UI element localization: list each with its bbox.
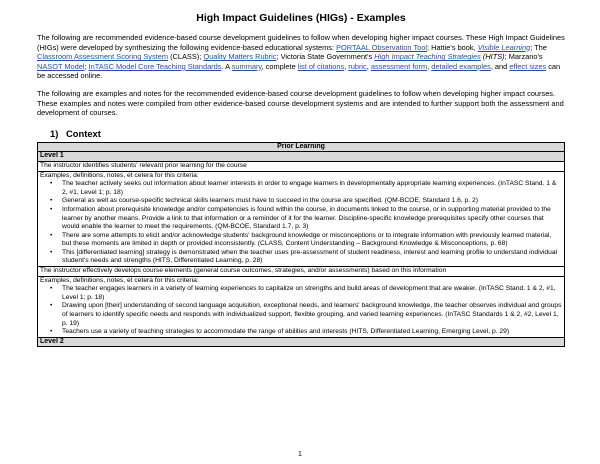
list-item-text: Teachers use a variety of teaching strategies to accommodate the range of abilities and interests (HITS, Differentiated Learning, Emerging Level, p. 29) xyxy=(62,328,510,336)
list-item-text: The teacher actively seeks out information about learner interests in order to engage learners in developmentally appropriate learning experiences. (InTASC Stand. 1 & 2, #1, Level 1; p. 18) xyxy=(62,180,557,196)
intro-text: , and xyxy=(490,61,510,71)
link-class-scoring-system[interactable]: Classroom Assessment Scoring System xyxy=(37,52,169,62)
section-number: 1) xyxy=(50,127,59,139)
intro-text: The following are recommended evidence-based course development guidelines to follow when developing higher impact courses. These High Impact Guidelines (HIGs) were developed by synthesizing the following evidence-based educational systems: xyxy=(37,33,565,52)
list-item-text: The teacher engages learners in a variety of learning experiences to capitalize on strengths and build areas of development that are weaker. (InTASC Stand. 1 & 2, #1, Level 1; p. 18) xyxy=(62,285,556,301)
table-row xyxy=(38,171,565,267)
intro-text: , xyxy=(427,61,432,71)
examples-label: Examples, definitions, notes, et cetera for this criteria: xyxy=(40,171,199,179)
examples-list xyxy=(40,180,562,266)
intro-text: , xyxy=(366,61,371,71)
second-paragraph: The following are examples and notes for the recommended evidence-based course development guidelines to follow when developing higher impact courses. These examples and notes were compiled from other evidence-based course development systems and are intended to further support both the assessment and development of courses. xyxy=(37,88,564,118)
bullet-icon: • xyxy=(50,205,53,213)
link-rubric[interactable]: rubric xyxy=(348,61,367,71)
table-row xyxy=(38,267,565,277)
bullet-icon: • xyxy=(50,285,53,293)
link-intasc-standards[interactable]: InTASC Model Core Teaching Standards xyxy=(88,61,222,71)
link-list-of-citations[interactable]: list of citations xyxy=(297,61,345,71)
list-item-text: There are some attempts to elicit and/or acknowledge students' background knowledge or misconceptions or to integrate information with previously learned material, but these moments are limited in depth or provided inconsistently. (CLASS, Content Understanding – Background Knowledge & Misconceptions, p. 68) xyxy=(62,231,552,248)
intro-paragraph xyxy=(37,33,565,81)
bullet-icon: • xyxy=(50,328,53,336)
intro-text: (HITS) xyxy=(480,52,505,62)
list-item-text: General as well as course-specific technical skills learners must have to succeed in the course are specified. (QM-BCOE, Standard 1.6, p. 2) xyxy=(62,197,478,205)
table-row xyxy=(38,276,565,337)
link-detailed-examples[interactable]: detailed examples xyxy=(431,61,491,71)
link-quality-matters-rubric[interactable]: Quality Matters Rubric xyxy=(203,52,277,62)
section-title: Context xyxy=(66,127,101,139)
examples-cell xyxy=(38,276,565,337)
link-effect-sizes[interactable]: effect sizes xyxy=(509,61,547,71)
intro-text: , complete xyxy=(261,61,298,71)
link-portaal-observation-tool[interactable]: PORTAAL Observation Tool xyxy=(336,42,427,52)
link-summary[interactable]: summary xyxy=(231,61,262,71)
list-item xyxy=(50,285,562,302)
intro-text: can be accessed online. xyxy=(37,61,561,81)
link-high-impact-teaching-strategies[interactable]: High Impact Teaching Strategies xyxy=(374,52,481,62)
table-row xyxy=(38,152,565,162)
page-number: 1 xyxy=(298,451,302,458)
examples-label: Examples, definitions, notes, et cetera for this criteria: xyxy=(40,276,199,284)
bullet-icon: • xyxy=(50,197,53,205)
list-item xyxy=(50,248,562,266)
criterion-text: The instructor effectively develops course elements (general course outcomes, strategies, and/or assessments) based on this information xyxy=(38,267,565,277)
table-header: Prior Learning xyxy=(38,142,565,152)
intro-text: ; Victoria State Government's xyxy=(276,52,375,62)
list-item xyxy=(50,180,562,197)
list-item xyxy=(50,197,562,206)
level-label: Level 2 xyxy=(38,337,565,347)
intro-text: , xyxy=(344,61,349,71)
link-assessment-form[interactable]: assessment form xyxy=(370,61,428,71)
document-page xyxy=(37,12,565,347)
list-item xyxy=(50,328,562,337)
intro-text: ; Marzano's xyxy=(504,52,543,62)
intro-text: ; The xyxy=(530,42,547,52)
table-header-row xyxy=(38,142,565,152)
intro-text: ; Hattie's book, xyxy=(427,42,478,52)
section-heading xyxy=(50,128,565,139)
bullet-icon: • xyxy=(50,231,53,239)
intro-text: ; xyxy=(84,61,89,71)
criterion-text: The instructor identifies students' relevant prior learning for the course xyxy=(38,161,565,171)
list-item xyxy=(50,302,562,328)
bullet-icon: • xyxy=(50,248,53,256)
guidelines-table xyxy=(37,142,565,348)
list-item-text: This [differentiated learning] strategy is demonstrated when the teacher uses pre-assessment of student readiness, interest and learning profile to understand individual student's needs and strengths (HITS, Differentiated Learning, p. 28) xyxy=(62,248,558,265)
bullet-icon: • xyxy=(50,180,53,188)
intro-text: (CLASS); xyxy=(168,52,204,62)
list-item xyxy=(50,205,562,232)
examples-list xyxy=(40,285,562,337)
list-item-text: Drawing upon [their] understanding of second language acquisition, exceptional needs, and learners' background knowledge, the teacher observes individual and groups of learners to identify specific needs and responds with individualized support, flexible grouping, and varied learning experiences. (InTASC Standards 1 & 2, #2, Level 1, p. 19) xyxy=(62,302,562,327)
page-title: High Impact Guidelines (HIGs) - Examples xyxy=(196,12,406,24)
table-row xyxy=(38,161,565,171)
list-item-text: Information about prerequisite knowledge and/or competencies is found within the course, in documents linked to the course, or in supporting material provided to the learner by another means. Provide a link to that information or a reminder of it for the learner. Discipline-specific knowledge prerequisites specify other courses that would enable the learner to meet the requirements. (QM-BCOE, Standard 1.7, p. 3) xyxy=(62,205,551,231)
link-visible-learning[interactable]: Visible Learning xyxy=(477,42,531,52)
link-nasot-model[interactable]: NASOT Model xyxy=(37,61,85,71)
intro-text: . A xyxy=(221,61,232,71)
list-item xyxy=(50,231,562,249)
level-label: Level 1 xyxy=(38,152,565,162)
table-row xyxy=(38,337,565,347)
bullet-icon: • xyxy=(50,302,53,310)
examples-cell xyxy=(38,171,565,267)
